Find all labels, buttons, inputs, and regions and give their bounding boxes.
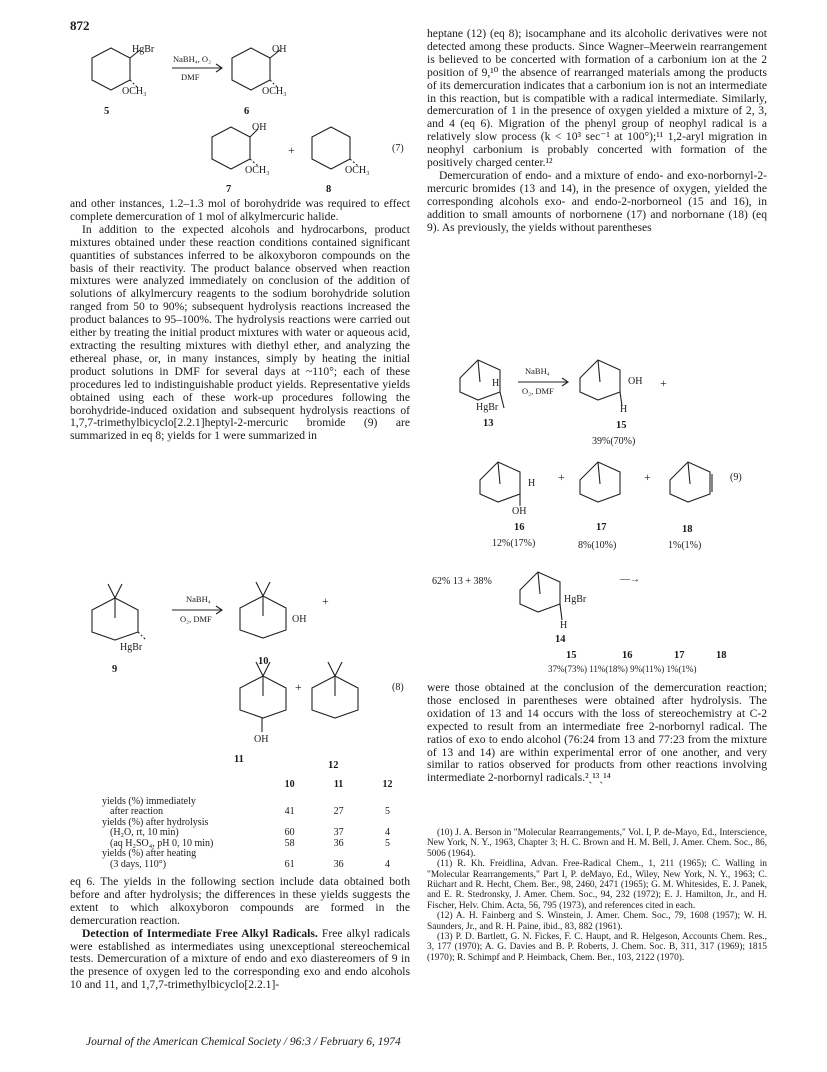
compound-label: 9 [112, 664, 118, 675]
table-cell: 5 [385, 837, 391, 849]
reference: (13) P. D. Bartlett, G. N. Fickes, F. C. Haupt, and R. Helgeson, Accounts Chem. Res., 3, 177 (1970); A. G. Davies and B. P. Roberts, J. Chem. Soc. B, 311, 317 (1969); 1815 (1970); R. Schimpf and P. Heimback, Chem. Ber., 103, 2122 (1970). [427, 932, 767, 963]
substituent-hgbr: HgBr [476, 402, 499, 413]
substituent-h: H [492, 378, 500, 389]
compound-label: 14 [555, 634, 566, 645]
equation-number: (7) [392, 143, 404, 154]
plus-sign: + [644, 470, 651, 484]
mixture-ratio: 62% 13 + 38% [432, 576, 492, 587]
row-label: (aq H₂SO₄, pH 0, 10 min) [110, 837, 214, 849]
compound-label: 17 [674, 650, 685, 661]
references [427, 828, 767, 963]
table-cell: 4 [385, 827, 391, 838]
compound-label: 16 [514, 522, 525, 533]
equation-number: (8) [392, 682, 404, 693]
plus-sign: + [295, 680, 302, 694]
yield-value: 39%(70%) [592, 436, 636, 447]
row-label: yields (%) after heating [102, 848, 197, 859]
row-label: yields (%) after hydrolysis [102, 816, 209, 828]
substituent-och3: OCH₃ [345, 165, 370, 176]
compound-label: 18 [682, 524, 693, 535]
substituent-oh: OH [512, 506, 527, 517]
reference: (10) J. A. Berson in "Molecular Rearrangements," Vol. I, P. de-Mayo, Ed., Interscience, New York, N. Y., 1963, Chapter 3; H. C. Brown and H. M. Bell, J. Amer. Chem. Soc., 86, 5006 (1964). [427, 828, 767, 859]
journal-footer: Journal of the American Chemical Society / 96:3 / February 6, 1974 [86, 1036, 401, 1048]
reference: (11) R. Kh. Freidlina, Advan. Free-Radical Chem., 1, 211 (1965); C. Walling in "Molecular Rearrangements," Part I, P. deMayo, Ed., Wiley, New York, N. Y., 1963; C. Rüchart and R. Hecht, Chem. Ber., 98, 2460, 2471 (1965); G. M. Whitesides, E. J. Panek, and E. R. Stedronsky, J. Amer. Chem. Soc., 94, 232 (1972); E. J. Hamilton, Jr., and H. Fischer, Helv. Chim. Acta, 56, 795 (1973), and references cited in each. [427, 859, 767, 911]
right-column-lower [427, 682, 767, 785]
column-header: 10 [284, 779, 295, 790]
equation-number: (9) [730, 472, 742, 483]
compound-label: 18 [716, 650, 727, 661]
table-cell: 4 [385, 858, 391, 870]
substituent-hgbr: HgBr [132, 44, 155, 55]
substituent-hgbr: HgBr [120, 642, 143, 653]
plus-sign: + [558, 470, 565, 484]
reagent-label-bottom: O₂, DMF [522, 386, 554, 396]
substituent-oh: OH [628, 376, 643, 387]
scheme-7-structures [0, 0, 420, 190]
substituent-och3: OCH₃ [262, 86, 287, 97]
table-row [102, 797, 412, 818]
compound-label: 15 [616, 420, 627, 431]
compound-label: 16 [622, 650, 633, 661]
paragraph: Free alkyl radicals were established as intermediates using unexceptional stereochemical tests. Demercuration of a mixture of endo and exo diastereomers of 9 in the presence of oxygen led to the corresponding exo and endo alcohols 10 and 11, and 1,7,7-trimethylbicyclo[2.2.1]- [70, 926, 410, 992]
section-heading: Detection of Intermediate Free Alkyl Radicals. [82, 926, 318, 940]
left-column-upper [70, 198, 410, 443]
reagent-label-bottom: O₂, DMF [180, 614, 212, 624]
yield-values: 37%(73%) 11%(18%) 9%(11%) 1%(1%) [548, 664, 697, 674]
compound-5-ring [92, 48, 130, 90]
left-column-lower [70, 876, 410, 992]
plus-sign: + [660, 376, 667, 390]
compound-label: 13 [483, 418, 494, 429]
column-header: 12 [382, 779, 393, 790]
table-cell: 58 [284, 837, 295, 849]
reaction-arrow: —→ [620, 574, 640, 585]
reagent-label-top: NaBH₄ [525, 366, 550, 376]
compound-label: 5 [104, 106, 110, 117]
substituent-hgbr: HgBr [564, 594, 587, 605]
table-cell: 27 [333, 806, 344, 817]
substituent-oh: OH [252, 122, 267, 133]
row-label: yields (%) immediately [102, 795, 196, 807]
yield-value: 12%(17%) [492, 538, 536, 549]
right-column-upper [427, 28, 767, 235]
reagent-label-bottom: DMF [181, 72, 200, 82]
table-cell: 36 [333, 837, 344, 849]
paragraph: and other instances, 1.2–1.3 mol of borohydride was required to effect complete demercuration of 1 mol of alkylmercuric halide. [70, 197, 410, 223]
table-cell: 5 [385, 806, 391, 817]
reference: (12) A. H. Fainberg and S. Winstein, J. Amer. Chem. Soc., 79, 1608 (1957); W. H. Saunders, Jr., and R. H. Paine, ibid., 83, 882 (1961). [427, 911, 767, 932]
page-number: 872 [70, 18, 90, 33]
substituent-oh: OH [272, 44, 287, 55]
substituent-och3: OCH₃ [245, 165, 270, 176]
paragraph: heptane (12) (eq 8); isocamphane and its alcoholic derivatives were not detected among these products. Since Wagner–Meerwein rearrangement is believed to be concerted with formation of a carbonium ion at the 2 position of 9,¹⁰ the absence of rearranged materials among the products of its demercuration indicates that a carbonium ion is not an intermediate in this reaction, but is compatible with a radical intermediate. Similarly, demercuration of 1 in the presence of oxygen yielded a mixture of 2, 3, and 4 (eq 6). Migration of the phenyl group of neophyl radical is a relatively slow process (k < 10³ sec⁻¹ at 100°);¹¹ 1,2-aryl migration in neophyl carbonium is probably concerted with formation of the positively charged center.¹² [427, 27, 767, 170]
compound-8-ring [312, 127, 350, 169]
table-row [102, 849, 412, 870]
table-row [102, 818, 412, 839]
paragraph: Demercuration of endo- and a mixture of endo- and exo-norbornyl-2-mercuric bromides (13 and 14), in the presence of oxygen, yielded the corresponding alcohols exo- and endo-2-norborneol (15 and 16), in addition to small amounts of norbornene (17) and norbornane (18) (eq 9). As previously, the yields without parentheses [427, 168, 767, 234]
scheme-9-structures [400, 330, 820, 670]
substituent-och3: OCH₃ [122, 86, 147, 97]
yield-table [102, 780, 412, 870]
substituent-h: H [620, 404, 628, 415]
table-cell: 61 [284, 858, 295, 870]
paragraph: In addition to the expected alcohols and hydrocarbons, product mixtures obtained under these reaction conditions contained significant quantities of substances inferred to be alkoxyboron compounds on the basis of their reactivity. The product balance observed when reaction mixtures were analyzed immediately on conclusion of the addition of solutions of alkylmercury reagents to the sodium borohydride solution ranged from 50 to 90%; subsequent hydrolysis reactions increased the product balances to 95–100%. The hydrolysis reactions were carried out either by treating the initial product mixtures with water or aqueous acid, extracting the resulting mixtures with diethyl ether, and analyzing the ethereal phase, or, in many instances, simply by heating the initial product solutions in DMF for several days at ~110°; each of these procedures led to indistinguishable product yields. Representative yields obtained using each of these work-up procedures following the borohydride-induced oxidation and subsequent hydrolysis reactions of 1,7,7-trimethylbicyclo[2.2.1]heptyl-2-mercuric bromide (9) are summarized in eq 8; yields for 1 were summarized in [70, 222, 410, 443]
compound-label: 15 [566, 650, 577, 661]
compound-label: 6 [244, 106, 250, 117]
table-header-row [102, 780, 412, 791]
table-cell: 41 [284, 806, 295, 817]
row-label: (3 days, 110°) [110, 858, 167, 870]
compound-label: 12 [328, 760, 339, 771]
reagent-label-top: NaBH₄, O₂ [173, 54, 212, 64]
yield-value: 1%(1%) [668, 540, 702, 551]
yield-value: 8%(10%) [578, 540, 617, 551]
compound-label: 10 [258, 656, 269, 667]
substituent-oh: OH [292, 614, 307, 625]
compound-6-ring [232, 48, 270, 90]
table-cell: 37 [333, 827, 344, 838]
substituent-h: H [560, 620, 568, 631]
paragraph: were those obtained at the conclusion of the demercuration reaction; those enclosed in parentheses were obtained after hydrolysis. The oxidation of 13 and 14 occurs with the loss of stereochemistry at C-2 expected to result from an intermediate free 2-norbornyl radical. The ratios of exo to endo alcohol (76:24 from 13 and 77:23 from the mixture of 13 and 14) are within experimental error of one another, and very similar to ratios observed for products from other reactions involving intermediate 2-norbornyl radicals.²ˎ¹³ˎ¹⁴ [427, 681, 767, 785]
plus-sign: + [322, 594, 329, 608]
compound-label: 17 [596, 522, 607, 533]
table-cell: 36 [333, 858, 344, 870]
compound-label: 7 [226, 184, 232, 195]
row-label: after reaction [110, 806, 164, 817]
plus-sign: + [288, 143, 295, 157]
column-header: 11 [333, 779, 344, 790]
compound-label: 11 [234, 754, 244, 765]
reagent-label-top: NaBH₄ [186, 594, 211, 604]
substituent-h: H [528, 478, 536, 489]
compound-label: 8 [326, 184, 332, 195]
substituent-oh: OH [254, 734, 269, 745]
table-cell: 60 [284, 827, 295, 838]
row-label: (H₂O, rt, 10 min) [110, 827, 179, 838]
compound-7-ring [212, 127, 250, 169]
paragraph: eq 6. The yields in the following section include data obtained both before and after hydrolysis; the differences in these yields suggests the extent to which alkoxyboron compounds are formed in the demercuration reaction. [70, 875, 410, 927]
